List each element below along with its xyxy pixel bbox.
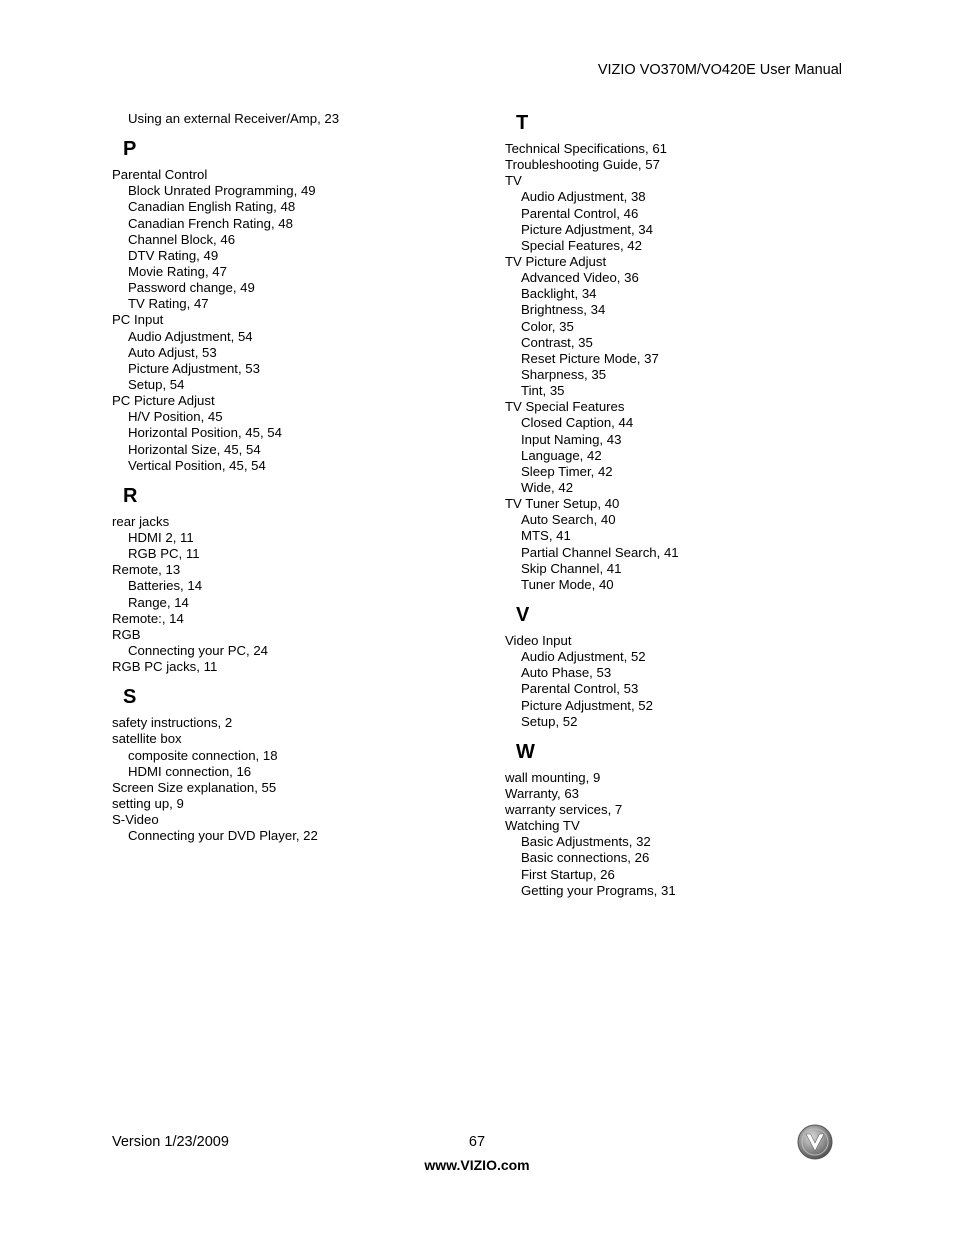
index-entry: Technical Specifications, 61 bbox=[505, 141, 668, 156]
index-subentry: Wide, 42 bbox=[521, 479, 574, 495]
index-subentry: Connecting your PC, 24 bbox=[128, 642, 269, 658]
index-subentry: HDMI connection, 16 bbox=[128, 763, 252, 779]
index-subentry: Channel Block, 46 bbox=[128, 231, 236, 247]
index-entry: PC Input bbox=[112, 312, 164, 328]
index-subentry: Audio Adjustment, 52 bbox=[521, 649, 646, 665]
index-entry: RGB PC jacks, 11 bbox=[112, 659, 218, 675]
index-subentry: composite connection, 18 bbox=[128, 747, 278, 763]
index-subentry: First Startup, 26 bbox=[521, 866, 615, 882]
index-subentry: Audio Adjustment, 54 bbox=[128, 328, 253, 344]
index-subentry: Connecting your DVD Player, 22 bbox=[128, 828, 318, 844]
index-subentry: Horizontal Position, 45, 54 bbox=[128, 425, 282, 441]
index-section-letter: V bbox=[516, 603, 530, 626]
index-subentry: Block Unrated Programming, 49 bbox=[128, 183, 316, 199]
index-subentry: Color, 35 bbox=[521, 318, 574, 334]
index-subentry: Auto Search, 40 bbox=[521, 512, 616, 528]
index-subentry: Basic Adjustments, 32 bbox=[521, 834, 651, 850]
index-section-letter: W bbox=[516, 740, 535, 763]
index-column-right bbox=[505, 111, 885, 899]
index-subentry: Closed Caption, 44 bbox=[521, 415, 634, 431]
index-section-letter: P bbox=[123, 138, 137, 161]
index-subentry: Language, 42 bbox=[521, 447, 602, 463]
manual-title: VIZIO VO370M/VO420E User Manual bbox=[597, 62, 842, 78]
index-entry: TV Picture Adjust bbox=[505, 253, 607, 269]
index-subentry: HDMI 2, 11 bbox=[128, 529, 194, 545]
index-subentry: Sharpness, 35 bbox=[521, 366, 607, 382]
index-subentry: Picture Adjustment, 52 bbox=[521, 697, 653, 713]
index-column-left bbox=[112, 111, 492, 844]
index-entry: PC Picture Adjust bbox=[112, 393, 215, 409]
index-section-letter: R bbox=[123, 484, 138, 507]
index-entry: TV Special Features bbox=[505, 399, 625, 415]
index-subentry: TV Rating, 47 bbox=[128, 296, 209, 312]
index-subentry: Setup, 52 bbox=[521, 713, 578, 729]
index-subentry: Backlight, 34 bbox=[521, 286, 597, 302]
vizio-v-logo-icon bbox=[795, 1122, 835, 1162]
index-subentry: DTV Rating, 49 bbox=[128, 247, 219, 263]
index-subentry: Horizontal Size, 45, 54 bbox=[128, 441, 261, 457]
index-entry: rear jacks bbox=[112, 513, 170, 529]
index-subentry: Using an external Receiver/Amp, 23 bbox=[128, 111, 340, 126]
index-entry: Video Input bbox=[505, 632, 572, 648]
index-entry: satellite box bbox=[112, 731, 182, 747]
index-subentry: Input Naming, 43 bbox=[521, 431, 622, 447]
index-subentry: Canadian French Rating, 48 bbox=[128, 215, 293, 231]
index-entry: TV bbox=[505, 173, 522, 189]
page-number: 67 bbox=[468, 1134, 486, 1150]
index-subentry: Range, 14 bbox=[128, 594, 189, 610]
index-subentry: RGB PC, 11 bbox=[128, 546, 200, 562]
index-subentry: Auto Phase, 53 bbox=[521, 665, 612, 681]
index-subentry: Tuner Mode, 40 bbox=[521, 576, 614, 592]
index-entry: Parental Control bbox=[112, 167, 208, 183]
index-subentry: Contrast, 35 bbox=[521, 334, 593, 350]
index-subentry: Basic connections, 26 bbox=[521, 850, 650, 866]
index-entry: Warranty, 63 bbox=[505, 785, 580, 801]
version-label: Version 1/23/2009 bbox=[112, 1134, 229, 1150]
index-subentry: Auto Adjust, 53 bbox=[128, 344, 217, 360]
index-entry: TV Tuner Setup, 40 bbox=[505, 496, 620, 512]
index-subentry: Sleep Timer, 42 bbox=[521, 463, 613, 479]
index-entry: wall mounting, 9 bbox=[505, 769, 601, 785]
index-subentry: Special Features, 42 bbox=[521, 237, 642, 253]
index-subentry: Movie Rating, 47 bbox=[128, 263, 227, 279]
index-subentry: Skip Channel, 41 bbox=[521, 560, 622, 576]
index-subentry: Brightness, 34 bbox=[521, 302, 606, 318]
index-subentry: Batteries, 14 bbox=[128, 578, 203, 594]
index-subentry: Tint, 35 bbox=[521, 383, 565, 399]
index-subentry: Canadian English Rating, 48 bbox=[128, 199, 296, 215]
index-entry: setting up, 9 bbox=[112, 795, 184, 811]
index-subentry: Vertical Position, 45, 54 bbox=[128, 457, 266, 473]
index-subentry: Picture Adjustment, 34 bbox=[521, 221, 653, 237]
index-entry: Watching TV bbox=[505, 818, 580, 834]
index-entry: S-Video bbox=[112, 812, 159, 828]
index-section-letter: S bbox=[123, 686, 137, 709]
website-url: www.VIZIO.com bbox=[424, 1157, 530, 1173]
index-entry: RGB bbox=[112, 626, 141, 642]
index-subentry: MTS, 41 bbox=[521, 528, 571, 544]
index-subentry: Password change, 49 bbox=[128, 280, 255, 296]
index-subentry: Advanced Video, 36 bbox=[521, 270, 639, 286]
index-entry: Troubleshooting Guide, 57 bbox=[505, 157, 660, 173]
index-subentry: Audio Adjustment, 38 bbox=[521, 189, 646, 205]
index-subentry: Partial Channel Search, 41 bbox=[521, 544, 679, 560]
index-entry: warranty services, 7 bbox=[505, 802, 623, 818]
index-subentry: Parental Control, 46 bbox=[521, 205, 639, 221]
index-subentry: Picture Adjustment, 53 bbox=[128, 360, 260, 376]
index-subentry: Parental Control, 53 bbox=[521, 681, 639, 697]
index-subentry: H/V Position, 45 bbox=[128, 409, 223, 425]
index-subentry: Reset Picture Mode, 37 bbox=[521, 350, 659, 366]
index-subentry: Getting your Programs, 31 bbox=[521, 882, 676, 898]
index-entry: Remote, 13 bbox=[112, 562, 181, 578]
index-subentry: Setup, 54 bbox=[128, 376, 185, 392]
index-entry: safety instructions, 2 bbox=[112, 715, 233, 731]
index-section-letter: T bbox=[516, 112, 529, 134]
index-entry: Remote:, 14 bbox=[112, 610, 184, 626]
index-entry: Screen Size explanation, 55 bbox=[112, 779, 277, 795]
